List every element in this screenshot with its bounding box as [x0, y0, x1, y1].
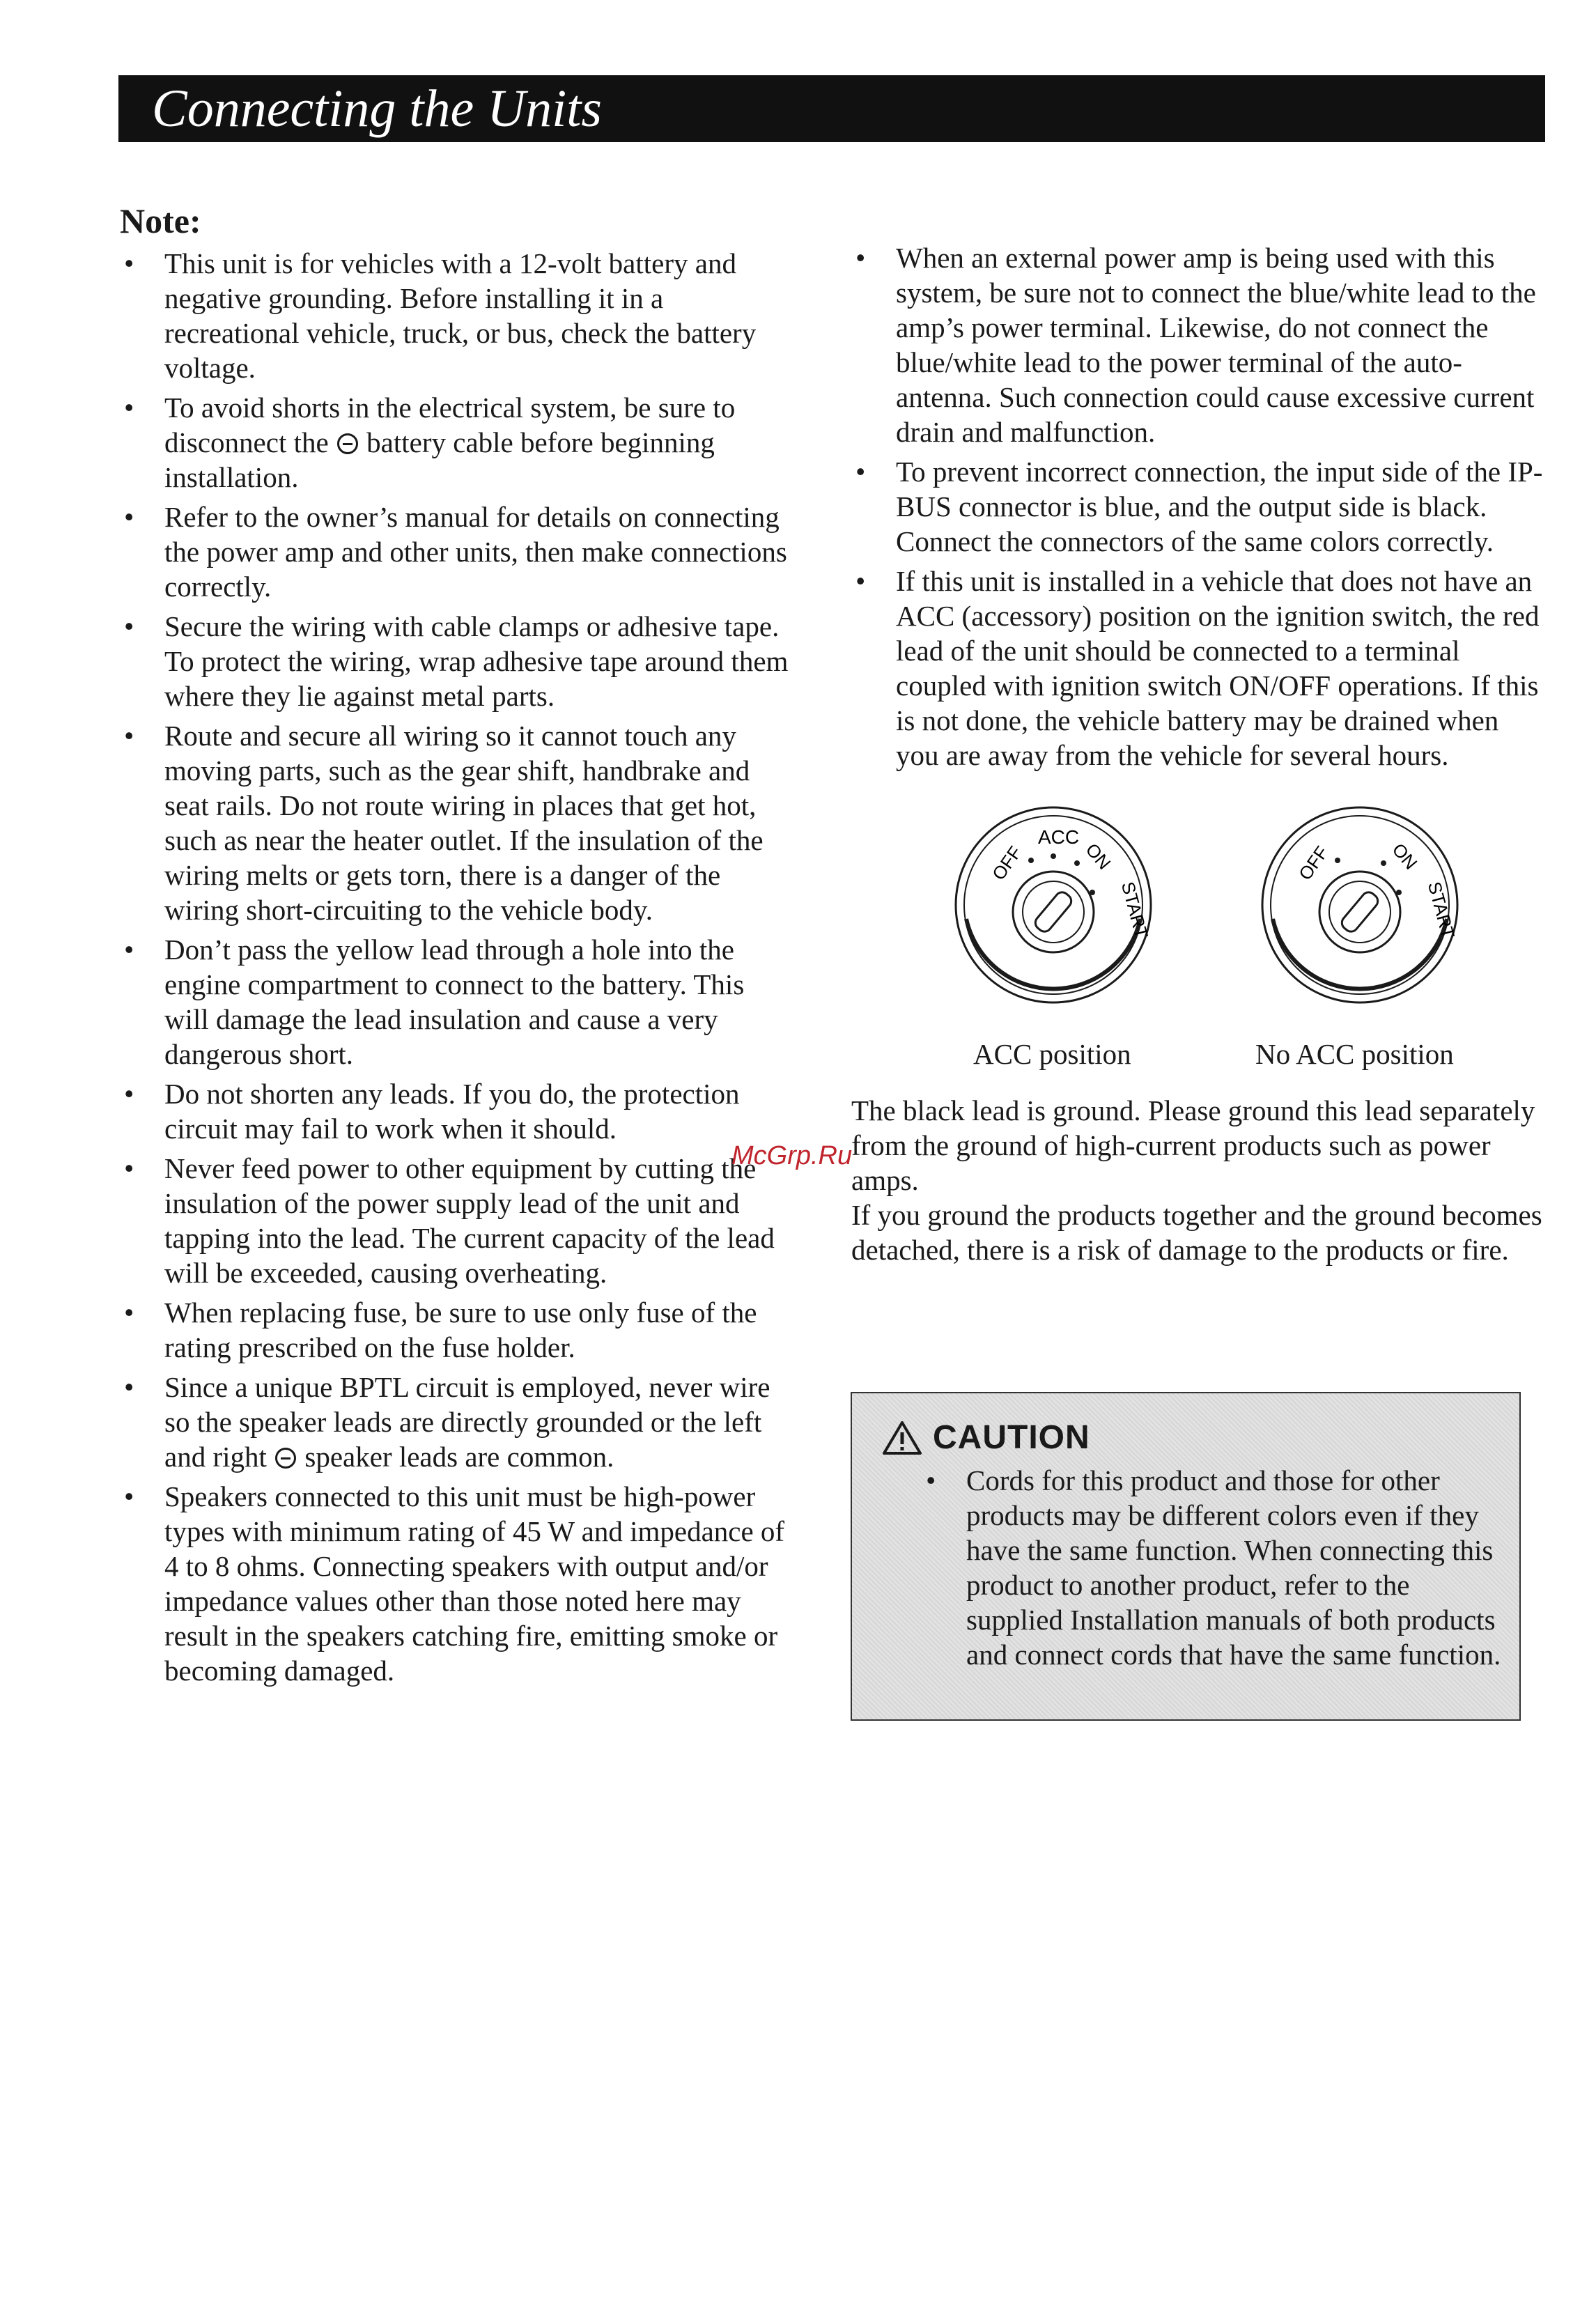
bullet-icon: •	[124, 1152, 134, 1184]
list-item: • Don’t pass the yellow lead through a hole into the engine compartment to connect to the battery. This will damage the lead insulation and cause a very dangerous short.	[124, 934, 745, 1070]
note-heading: Note:	[120, 201, 201, 240]
note-list-left	[120, 246, 796, 1688]
negative-terminal-icon	[275, 1448, 296, 1469]
bullet-icon: •	[124, 501, 134, 533]
list-item: • When an external power amp is being used with this system, be sure not to connect the blue/white lead to the amp’s power terminal. Likewise, do not connect the blue/white lead to the power terminal of the auto-antenna. Such connection could cause excessive current drain and malfunction.	[855, 242, 1536, 448]
right-column	[851, 240, 1548, 1267]
off-label: OFF	[1294, 842, 1333, 884]
bullet-icon: •	[855, 565, 866, 597]
left-column	[120, 202, 796, 1693]
list-item: • Refer to the owner’s manual for details on connecting the power amp and other units, then make connections correctly.	[124, 501, 787, 603]
warning-triangle-icon	[881, 1420, 923, 1456]
caution-list	[922, 1463, 1507, 1677]
start-label: START	[1117, 879, 1153, 941]
bullet-icon: •	[124, 1480, 134, 1512]
bullet-icon: •	[124, 1296, 134, 1329]
on-label: ON	[1388, 839, 1422, 874]
list-item: • Speakers connected to this unit must be high-power types with minimum rating of 45 W and impedance of 4 to 8 ohms. Connecting speakers with output and/or impedance values other than those noted here may result in the speakers catching fire, emitting smoke or becoming damaged.	[124, 1480, 785, 1687]
acc-ignition-switch-diagram	[949, 800, 1158, 1009]
ignition-figures	[851, 800, 1548, 1093]
no-acc-ignition-switch-diagram	[1255, 800, 1464, 1009]
ground-paragraph-1: The black lead is ground. Please ground this lead separately from the ground of high-current products such as power amps.	[851, 1094, 1535, 1196]
list-item: • To avoid shorts in the electrical system, be sure to disconnect the battery cable before beginning installation.	[124, 392, 736, 493]
page-title: Connecting the Units	[152, 79, 602, 138]
bullet-icon: •	[124, 1371, 134, 1403]
bullet-icon: •	[855, 456, 866, 488]
bullet-icon: •	[124, 720, 134, 752]
page-title-bar	[118, 75, 1545, 142]
negative-terminal-icon	[337, 433, 358, 454]
caution-heading: CAUTION	[933, 1419, 1090, 1456]
list-item: • When replacing fuse, be sure to use only fuse of the rating prescribed on the fuse holder.	[124, 1296, 757, 1363]
list-item: • This unit is for vehicles with a 12-volt battery and negative grounding. Before installing it in a recreational vehicle, truck, or bus, check the battery voltage.	[124, 247, 757, 384]
bullet-icon: •	[124, 392, 134, 424]
start-label: START	[1423, 879, 1459, 941]
bullet-icon: •	[926, 1464, 936, 1496]
bullet-icon: •	[124, 934, 134, 966]
list-item: • Since a unique BPTL circuit is employed, never wire so the speaker leads are directly grounded or the left and right speaker leads are common.	[124, 1371, 770, 1473]
list-item: • To prevent incorrect connection, the input side of the IP-BUS connector is blue, and the output side is black. Connect the connectors of the same colors correctly.	[855, 456, 1543, 557]
caution-box	[851, 1392, 1521, 1721]
on-label: ON	[1081, 839, 1115, 874]
acc-position-caption: ACC position	[973, 1038, 1131, 1070]
bullet-icon: •	[855, 242, 866, 274]
no-acc-position-caption: No ACC position	[1255, 1038, 1454, 1070]
bullet-icon: •	[124, 1078, 134, 1110]
ground-paragraph-2: If you ground the products together and the ground becomes detached, there is a risk of damage to the products or fire.	[851, 1199, 1542, 1266]
list-item: • Cords for this product and those for other products may be different colors even if they have the same function. When connecting this product to another product, refer to the supplied Installation manuals of both products and connect cords that have the same function.	[926, 1464, 1501, 1671]
list-item: • Route and secure all wiring so it cannot touch any moving parts, such as the gear shift, handbrake and seat rails. Do not route wiring in places that get hot, such as near the heater outlet. If the insulation of the wiring melts or gets torn, there is a danger of the wiring short-circuiting to the vehicle body.	[124, 720, 764, 926]
list-item: • If this unit is installed in a vehicle that does not have an ACC (accessory) position on the ignition switch, the red lead of the unit should be connected to a terminal coupled with ignition switch ON/OFF operations. If this is not done, the vehicle battery may be drained when you are away from the vehicle for several hours.	[855, 565, 1540, 771]
off-label: OFF	[988, 842, 1026, 884]
list-item: • Do not shorten any leads. If you do, the protection circuit may fail to work when it should.	[124, 1078, 740, 1145]
note-list-right	[851, 240, 1548, 773]
watermark: McGrp.Ru	[731, 1141, 853, 1170]
caution-heading-row	[881, 1418, 1090, 1457]
list-item: • Never feed power to other equipment by cutting the insulation of the power supply lead of the unit and tapping into the lead. The current capacity of the lead will be exceeded, causing overheating.	[124, 1152, 775, 1289]
bullet-icon: •	[124, 247, 134, 279]
list-item: • Secure the wiring with cable clamps or adhesive tape. To protect the wiring, wrap adhesive tape around them where they lie against metal parts.	[124, 610, 789, 712]
acc-label: ACC	[1038, 826, 1080, 848]
bullet-icon: •	[124, 610, 134, 642]
